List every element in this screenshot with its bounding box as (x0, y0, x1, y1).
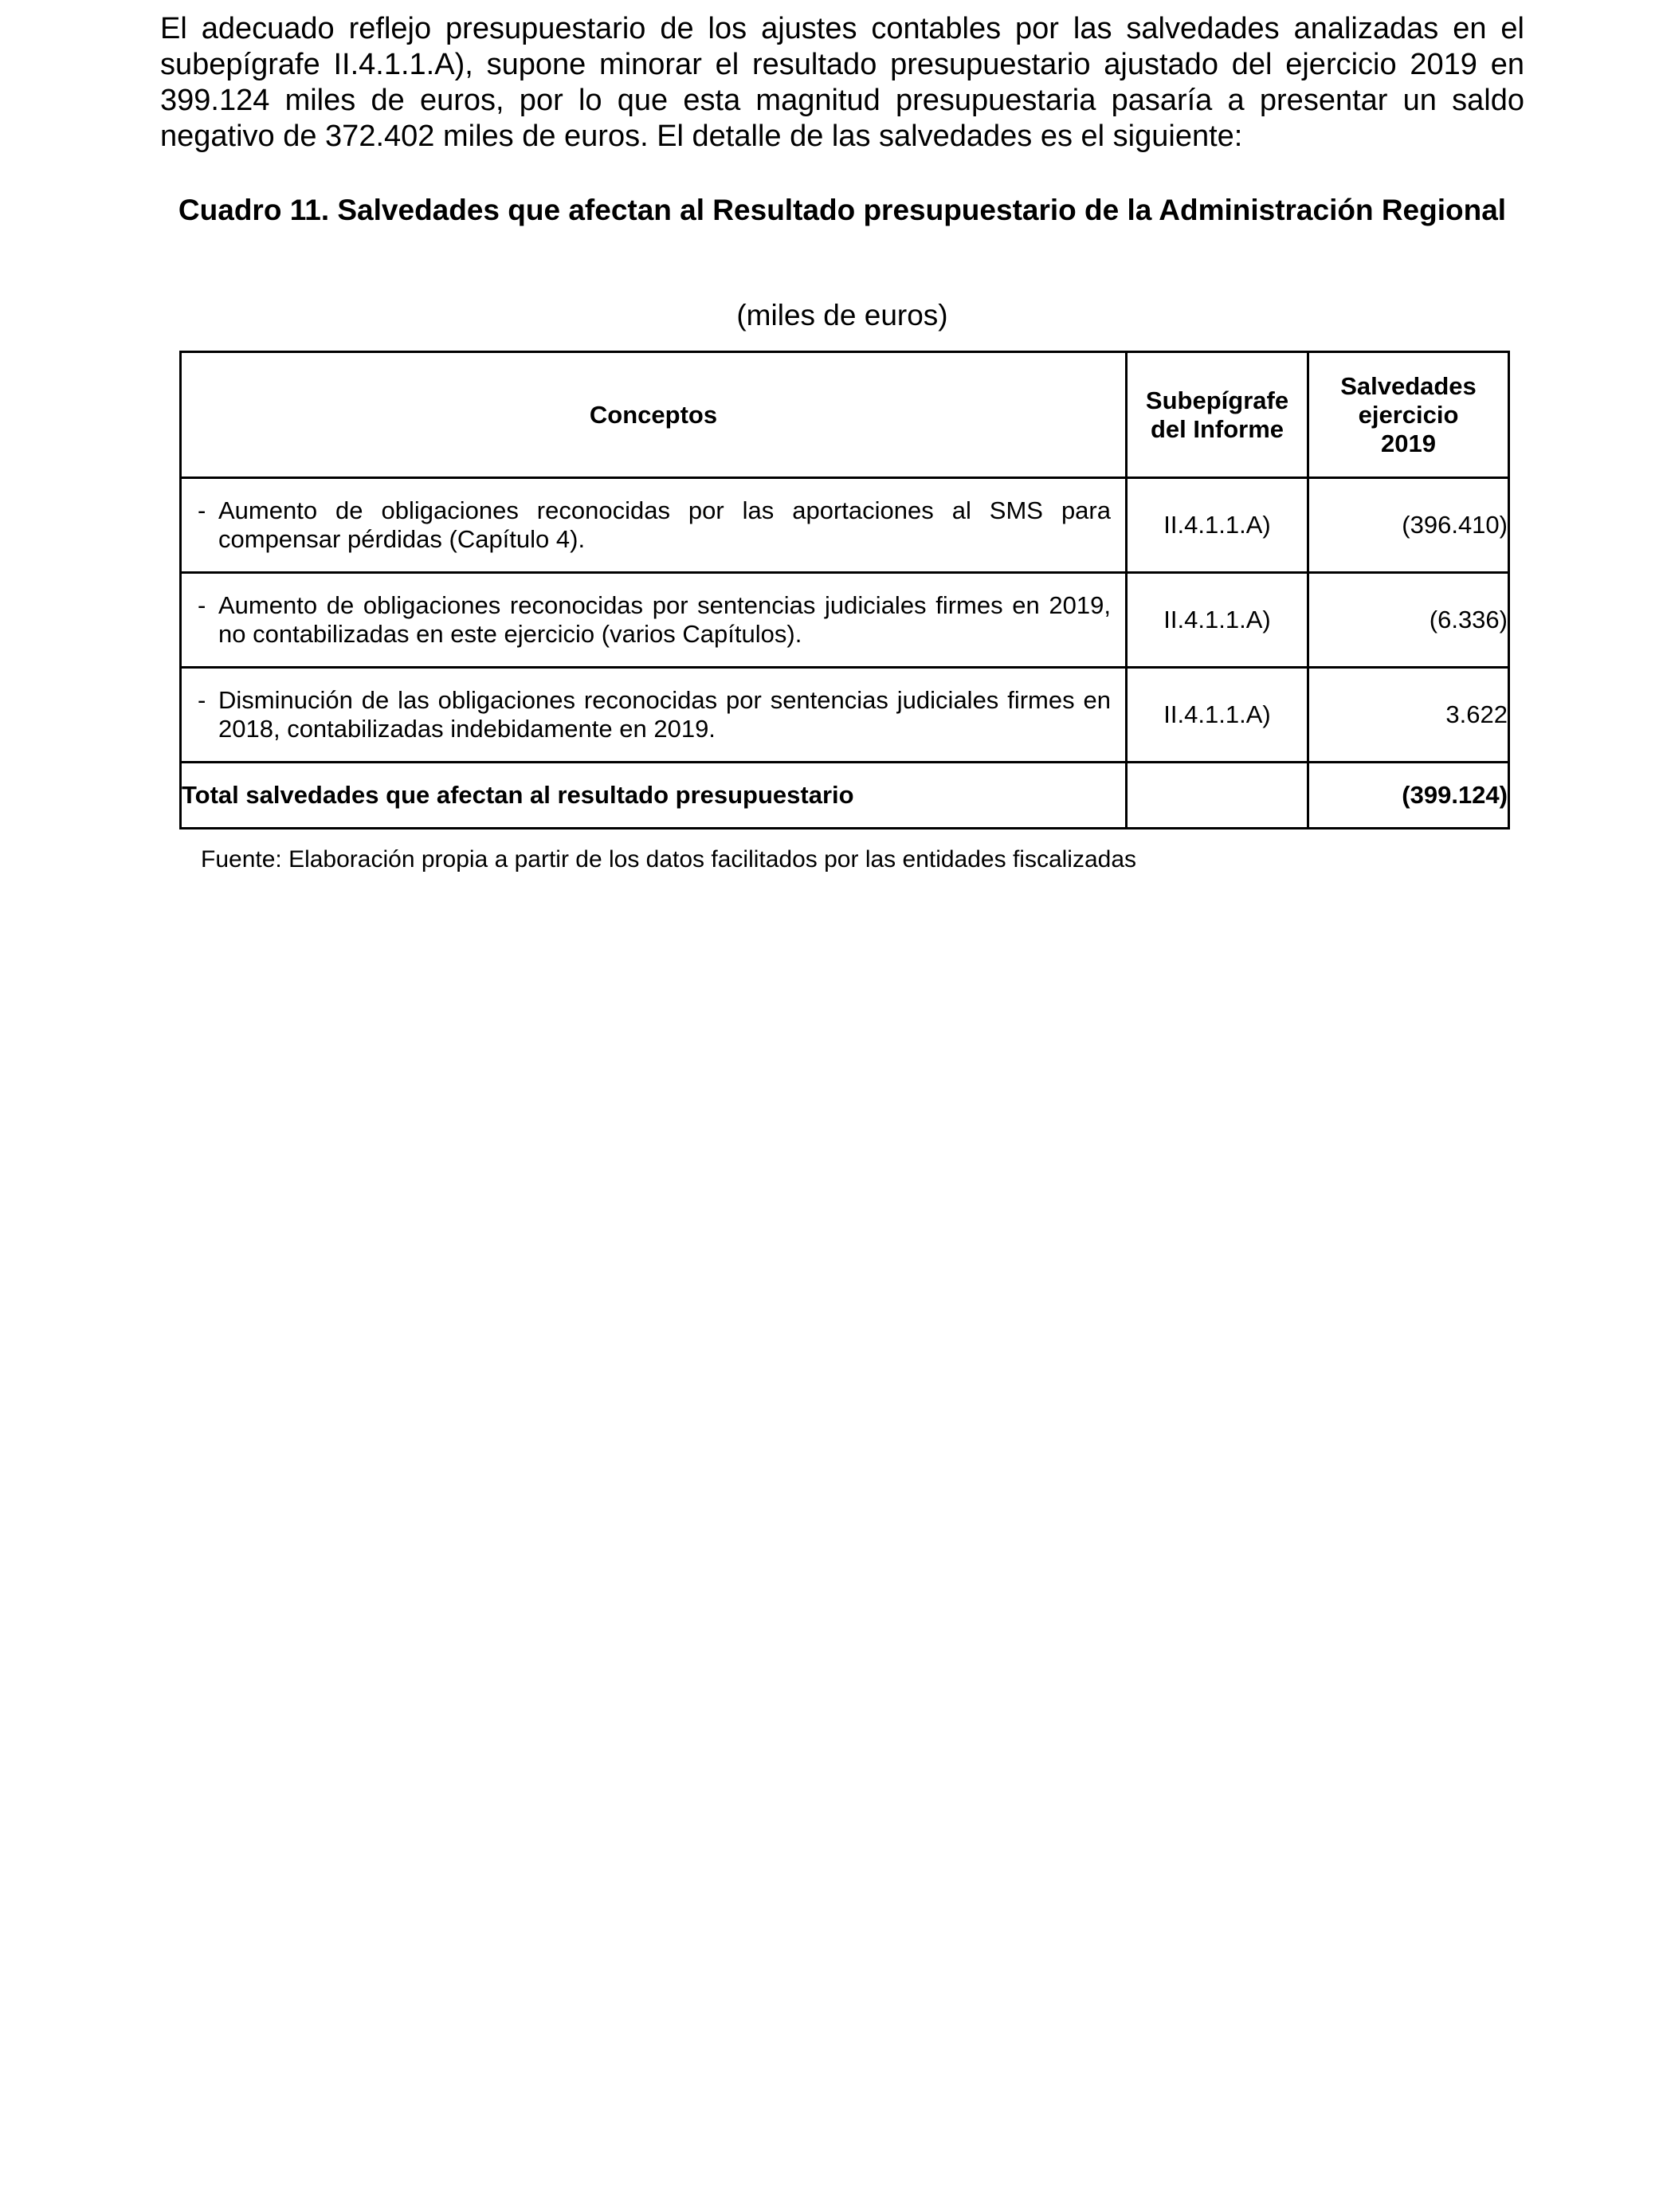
amount-cell: (6.336) (1308, 573, 1509, 668)
subepigrafe-cell: II.4.1.1.A) (1127, 668, 1308, 763)
table-total-row (181, 763, 1509, 829)
list-dash: - (198, 591, 206, 619)
total-label: Total salvedades que afectan al resultado presupuestario (181, 763, 1127, 829)
concept-text: Aumento de obligaciones reconocidas por las aportaciones al SMS para compensar pérdidas (Capítulo 4). (218, 496, 1111, 553)
table-row (181, 668, 1509, 763)
table-row (181, 478, 1509, 573)
concept-cell (181, 478, 1127, 573)
table-caption-title: Cuadro 11. Salvedades que afectan al Resultado presupuestario de la Administración Regional (178, 194, 1507, 226)
list-dash: - (198, 496, 206, 524)
header-subepigrafe: Subepígrafe del Informe (1127, 352, 1308, 478)
total-amount: (399.124) (1308, 763, 1509, 829)
concept-cell (181, 668, 1127, 763)
amount-cell: (396.410) (1308, 478, 1509, 573)
subepigrafe-cell: II.4.1.1.A) (1127, 573, 1308, 668)
intro-paragraph: El adecuado reflejo presupuestario de los ajustes contables por las salvedades analizadas en el subepígrafe II.4.1.1.A), supone minorar el resultado presupuestario ajustado del ejercicio 2019 en 399.124 miles de euros, por lo que esta magnitud presupuestaria pasaría a presentar un saldo negativo de 372.402 miles de euros. El detalle de las salvedades es el siguiente: (160, 12, 1524, 153)
total-subepigrafe-cell (1127, 763, 1308, 829)
concept-cell (181, 573, 1127, 668)
concept-text: Disminución de las obligaciones reconocidas por sentencias judiciales firmes en 2018, contabilizadas indebidamente en 2019. (218, 686, 1111, 743)
concept-text: Aumento de obligaciones reconocidas por sentencias judiciales firmes en 2019, no contabilizadas en este ejercicio (varios Capítulos). (218, 591, 1111, 648)
table-header-row (181, 352, 1509, 478)
table-row (181, 573, 1509, 668)
header-conceptos: Conceptos (181, 352, 1127, 478)
table-caption-units: (miles de euros) (736, 299, 948, 331)
list-dash: - (198, 686, 206, 714)
source-note: Fuente: Elaboración propia a partir de los datos facilitados por las entidades fiscalizadas (201, 846, 1137, 873)
subepigrafe-cell: II.4.1.1.A) (1127, 478, 1308, 573)
amount-cell: 3.622 (1308, 668, 1509, 763)
salvedades-table (179, 351, 1510, 830)
header-salvedades: Salvedades ejercicio 2019 (1308, 352, 1509, 478)
